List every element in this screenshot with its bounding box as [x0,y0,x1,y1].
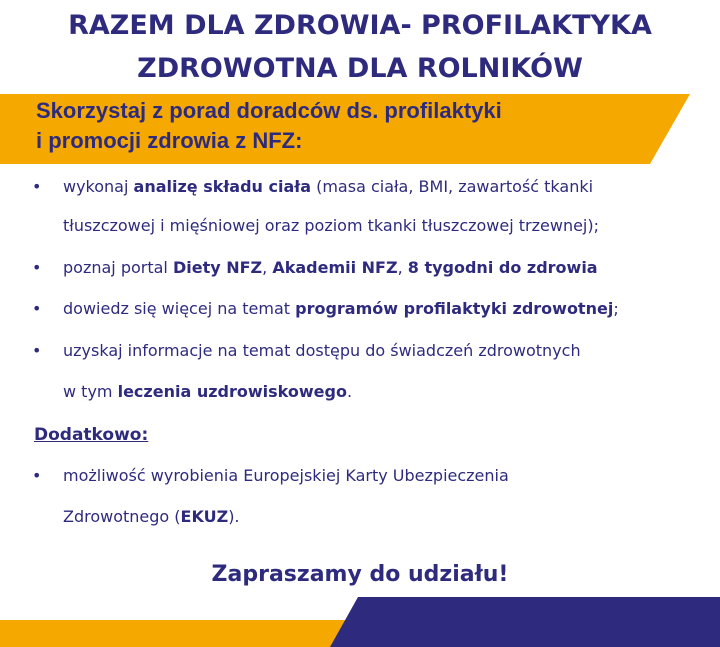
footer-bar [0,597,720,647]
emphasis: 8 tygodni do zdrowia [407,258,598,277]
bullet-marker: • [32,299,42,318]
bullet-marker: • [32,177,42,196]
text-segment: w tym [63,382,118,401]
emphasis: EKUZ [180,507,229,526]
invitation-text: Zapraszamy do udziału! [211,562,509,587]
title-line-2: ZDROWOTNA DLA ROLNIKÓW [137,53,583,84]
emphasis: Diety NFZ [172,258,263,277]
text-segment: dowiedz się więcej na temat [63,299,296,318]
list-item-body-programs [63,298,619,320]
text-segment: , [397,258,408,277]
bullet-marker: • [32,466,42,485]
text-segment: poznaj portal [63,258,173,277]
text-segment: ). [228,507,240,526]
emphasis: leczenia uzdrowiskowego [117,382,347,401]
text-segment: ; [613,299,619,318]
text-segment: wykonaj [63,177,134,196]
list-item-body-services-cont [63,381,352,403]
list-item-body-ekuz [63,465,509,487]
bullet-marker: • [32,341,42,360]
banner-line-2: i promocji zdrowia z NFZ: [36,128,303,153]
title-line-1: RAZEM DLA ZDROWIA- PROFILAKTYKA [68,10,652,41]
orange-banner [0,94,720,164]
emphasis: programów profilaktyki zdrowotnej [295,299,614,318]
text-segment: tłuszczowej i mięśniowej oraz poziom tkanki tłuszczowej trzewnej); [63,216,600,235]
list-item-body-analysis [63,176,593,198]
text-segment: , [262,258,273,277]
footer-navy-wedge [330,597,720,647]
list-item-body-ekuz-cont [63,506,240,528]
text-segment: uzyskaj informacje na temat dostępu do świadczeń zdrowotnych [63,341,581,360]
extra-heading: Dodatkowo: [34,425,149,445]
banner-line-1: Skorzystaj z porad doradców ds. profilaktyki [36,98,502,123]
text-segment: (masa ciała, BMI, zawartość tkanki [311,177,594,196]
text-segment: . [346,382,353,401]
bullet-marker: • [32,258,42,277]
list-item-body-portals [63,257,598,279]
emphasis: analizę składu ciała [133,177,312,196]
list-item-body-analysis-cont [63,215,599,237]
list-item-body-services [63,340,581,362]
emphasis: Akademii NFZ [272,258,398,277]
text-segment: Zdrowotnego ( [63,507,181,526]
text-segment: możliwość wyrobienia Europejskiej Karty Ubezpieczenia [63,466,509,485]
